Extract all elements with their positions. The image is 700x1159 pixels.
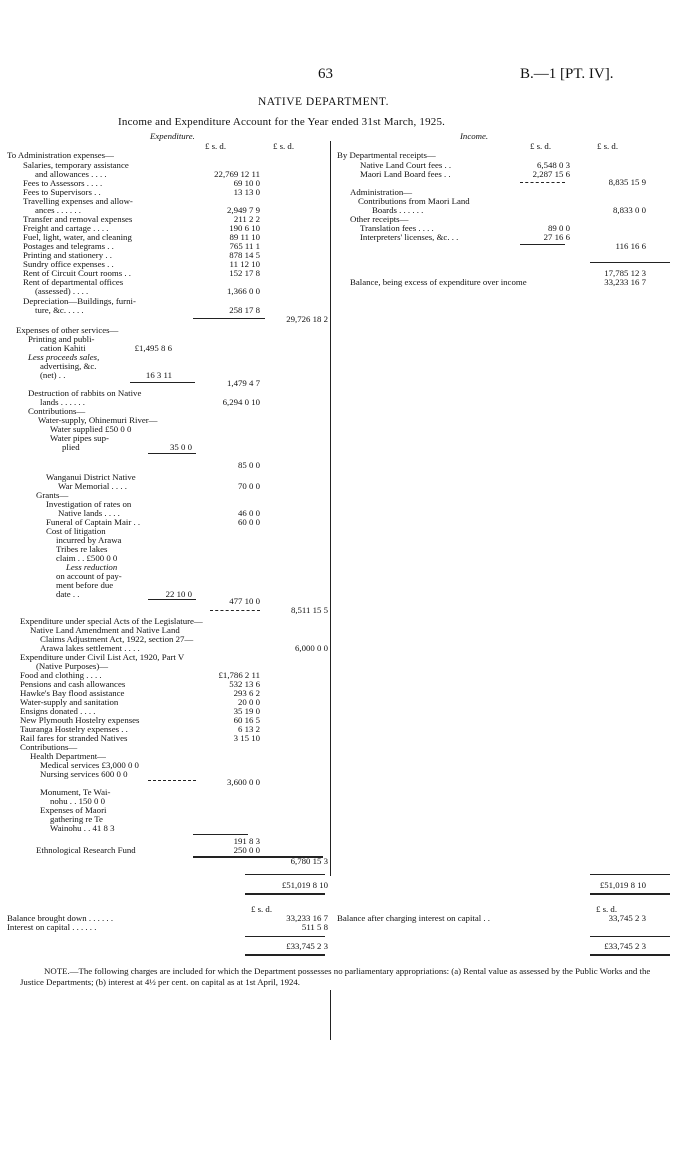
right-grand-total: £51,019 8 10: [599, 880, 646, 890]
expense-label: Freight and cartage . . . .: [23, 223, 109, 233]
expense-value: 60 16 5: [233, 715, 260, 725]
special-acts-total: 6,000 0 0: [295, 643, 328, 653]
expense-label: Less proceeds sales,: [28, 352, 100, 362]
subtotal-rule: [520, 182, 565, 183]
total-rule: [245, 954, 325, 956]
expense-label: plied: [62, 442, 80, 452]
expense-label: Expenses of Maori: [40, 805, 107, 815]
expense-label: Water-supply and sanitation: [20, 697, 119, 707]
expense-label: ances . . . . . .: [35, 205, 81, 215]
expense-label: on account of pay-: [56, 571, 122, 581]
expense-value: 16 3 11: [145, 370, 172, 380]
expense-label: Water pipes sup-: [50, 433, 109, 443]
expense-label: Rent of Circuit Court rooms . .: [23, 268, 131, 278]
left-final-total: £33,745 2 3: [286, 941, 328, 951]
expense-label: Pensions and cash allowances: [20, 679, 126, 689]
income-label: Native Land Court fees . .: [360, 160, 452, 170]
expense-value: 211 2 2: [233, 214, 260, 224]
expense-value: 765 11 1: [229, 241, 260, 251]
expense-value: 35 0 0: [170, 442, 192, 452]
subtotal-rule: [210, 610, 260, 611]
expense-value: 69 10 0: [233, 178, 260, 188]
expense-label: Less reduction: [66, 562, 118, 572]
expense-label: Cost of litigation: [46, 526, 106, 536]
income-label: Translation fees . . . .: [360, 223, 434, 233]
total-rule: [590, 954, 670, 956]
income-label: Administration—: [350, 187, 413, 197]
balance-after-interest-value: 33,745 2 3: [608, 913, 646, 923]
other-services-heading: Expenses of other services—: [16, 325, 119, 335]
expense-value: 152 17 8: [229, 268, 260, 278]
expense-value: 46 0 0: [238, 508, 260, 518]
expense-value: 2,949 7 9: [227, 205, 260, 215]
expense-value: 13 13 0: [233, 187, 260, 197]
lsd-header-3: £ s. d.: [530, 141, 552, 151]
expense-label: Expenditure under Civil List Act, 1920, Part V: [20, 652, 185, 662]
admin-total: 29,726 18 2: [286, 314, 328, 324]
expenditure-heading: Expenditure.: [150, 131, 195, 141]
expense-label: Sundry office expenses . .: [23, 259, 114, 269]
expense-label: (net) . .: [40, 370, 66, 380]
expense-value: 293 6 2: [233, 688, 260, 698]
lsd-header-4: £ s. d.: [597, 141, 619, 151]
expense-label: Nursing services 600 0 0: [40, 769, 128, 779]
other-services-total: 8,511 15 5: [290, 605, 328, 615]
balance-brought-down-label: Balance brought down . . . . . .: [7, 913, 114, 923]
expense-value: £1,495 8 6: [134, 343, 172, 353]
expense-label: Grants—: [36, 490, 69, 500]
expense-value: 190 6 10: [229, 223, 260, 233]
expense-value: 11 12 10: [229, 259, 260, 269]
expense-value: 70 0 0: [238, 481, 260, 491]
expense-label: incurred by Arawa: [56, 535, 122, 545]
expense-label: Medical services £3,000 0 0: [40, 760, 139, 770]
expense-label: Fees to Supervisors . .: [23, 187, 101, 197]
expense-label: Rent of departmental offices: [23, 277, 124, 287]
total-rule: [245, 893, 325, 895]
expense-label: Postages and telegrams . .: [23, 241, 114, 251]
income-value: 27 16 6: [543, 232, 570, 242]
expense-label: Water supplied £50 0 0: [50, 424, 132, 434]
expense-value: 89 11 10: [229, 232, 260, 242]
expense-value: 3,600 0 0: [227, 777, 260, 787]
expense-label: Arawa lakes settlement . . . .: [40, 643, 140, 653]
expense-label: Monument, Te Wai-: [40, 787, 111, 797]
column-divider-lower: [330, 990, 331, 1040]
income-label: Contributions from Maori Land: [358, 196, 470, 206]
expense-label: date . .: [56, 589, 80, 599]
subtotal-rule: [590, 262, 670, 263]
page-reference: B.—1 [PT. IV].: [520, 66, 614, 82]
expense-label: Hawke's Bay flood assistance: [20, 688, 125, 698]
income-heading-line: By Departmental receipts—: [337, 150, 436, 160]
expense-value: 22 10 0: [165, 589, 192, 599]
expense-value: 6,294 0 10: [222, 397, 260, 407]
expense-label: and allowances . . . .: [35, 169, 107, 179]
expense-label: Native Land Amendment and Native Land: [30, 625, 180, 635]
expense-label: Contributions—: [20, 742, 78, 752]
expense-value: 878 14 5: [229, 250, 260, 260]
subtotal-rule: [193, 318, 265, 319]
expense-label: Expenditure under special Acts of the Legislature—: [20, 616, 203, 626]
footnote: NOTE.—The following charges are included for which the Department possesses no parliamentary appropriations: (a) Rental value as assessed by the Public Works and the Justice Departments; (b) interest at 4½ per cent. on capital as at 1st April, 1924.: [20, 966, 651, 987]
expense-value: 60 0 0: [238, 517, 260, 527]
interest-capital-value: 511 5 8: [301, 922, 328, 932]
expense-value: 6 13 2: [238, 724, 260, 734]
lsd-header-1: £ s. d.: [205, 141, 227, 151]
income-sum: 17,785 12 3: [604, 268, 646, 278]
expense-label: cation Kahiti: [40, 343, 86, 353]
expense-value: 1,366 0 0: [227, 286, 260, 296]
expense-label: Travelling expenses and allow-: [23, 196, 133, 206]
income-balance-label: Balance, being excess of expenditure over income: [350, 277, 527, 287]
expense-label: Tribes re lakes: [56, 544, 108, 554]
expense-value: 3 15 10: [233, 733, 260, 743]
expense-label: Ensigns donated . . . .: [20, 706, 96, 716]
expense-label: gathering re Te: [50, 814, 103, 824]
income-value: 89 0 0: [548, 223, 570, 233]
expense-value: 477 10 0: [229, 596, 260, 606]
lsd-header-5: £ s. d.: [251, 904, 273, 914]
expense-label: Native lands . . . .: [58, 508, 120, 518]
expense-label: ment before due: [56, 580, 114, 590]
expense-label: War Memorial . . . .: [58, 481, 127, 491]
department-title: NATIVE DEPARTMENT.: [258, 96, 389, 108]
expense-label: nohu . . 150 0 0: [50, 796, 105, 806]
subtotal-rule: [148, 453, 196, 454]
income-heading: Income.: [460, 131, 489, 141]
subtotal-rule: [148, 780, 196, 781]
expense-label: Water-supply, Ohinemuri River—: [38, 415, 158, 425]
right-final-total: £33,745 2 3: [604, 941, 646, 951]
civil-list-total: 6,780 15 3: [290, 856, 328, 866]
expense-label: Funeral of Captain Mair . .: [46, 517, 141, 527]
expense-label: (assessed) . . . .: [35, 286, 89, 296]
subtotal-rule: [130, 382, 195, 383]
expense-label: advertising, &c.: [40, 361, 97, 371]
income-subtotal: 116 16 6: [615, 241, 646, 251]
expense-value: 258 17 8: [229, 305, 260, 315]
expense-label: Transfer and removal expenses: [23, 214, 133, 224]
total-rule: [590, 893, 670, 895]
total-rule: [245, 936, 325, 937]
expense-label: lands . . . . . .: [40, 397, 85, 407]
subtotal-rule: [193, 834, 248, 835]
expense-label: Claims Adjustment Act, 1922, section 27—: [40, 634, 194, 644]
expense-label: Printing and stationery . .: [23, 250, 112, 260]
expense-label: Destruction of rabbits on Native: [28, 388, 142, 398]
expense-label: Wainohu . . 41 8 3: [50, 823, 115, 833]
expense-label: Fees to Assessors . . . .: [23, 178, 103, 188]
expense-label: Rail fares for stranded Natives: [20, 733, 128, 743]
expense-value: 250 0 0: [233, 845, 260, 855]
total-rule: [590, 936, 670, 937]
income-subtotal: 8,833 0 0: [613, 205, 646, 215]
account-subtitle: Income and Expenditure Account for the Year ended 31st March, 1925.: [118, 116, 446, 128]
income-label: Other receipts—: [350, 214, 409, 224]
lsd-header-6: £ s. d.: [596, 904, 618, 914]
total-rule: [245, 874, 325, 875]
expense-value: 1,479 4 7: [227, 378, 260, 388]
expense-label: (Native Purposes)—: [36, 661, 109, 671]
income-balance-value: 33,233 16 7: [604, 277, 646, 287]
balance-after-interest-label: Balance after charging interest on capital . .: [337, 913, 490, 923]
expense-value: 85 0 0: [238, 460, 260, 470]
page-number: 63: [318, 66, 333, 82]
expense-value: 35 19 0: [233, 706, 260, 716]
expense-label: Printing and publi-: [28, 334, 95, 344]
expense-value: 22,769 12 11: [214, 169, 260, 179]
income-label: Boards . . . . . .: [372, 205, 424, 215]
total-rule: [590, 874, 670, 875]
income-value: 6,548 0 3: [537, 160, 570, 170]
lsd-header-2: £ s. d.: [273, 141, 295, 151]
expense-label: Depreciation—Buildings, furni-: [23, 296, 136, 306]
income-value: 2,287 15 6: [532, 169, 570, 179]
left-grand-total: £51,019 8 10: [281, 880, 328, 890]
subtotal-rule: [520, 244, 565, 245]
expense-label: claim . . £500 0 0: [56, 553, 118, 563]
expense-label: Contributions—: [28, 406, 86, 416]
expense-label: Wanganui District Native: [46, 472, 136, 482]
expense-label: Food and clothing . . . .: [20, 670, 102, 680]
income-subtotal: 8,835 15 9: [608, 177, 646, 187]
expense-label: Ethnological Research Fund: [36, 845, 136, 855]
column-divider: [330, 141, 331, 876]
expense-label: Tauranga Hostelry expenses . .: [20, 724, 128, 734]
expense-label: Investigation of rates on: [46, 499, 132, 509]
expense-label: Health Department—: [30, 751, 106, 761]
admin-heading: To Administration expenses—: [7, 150, 114, 160]
expense-label: Fuel, light, water, and cleaning: [23, 232, 132, 242]
expense-label: ture, &c. . . . .: [35, 305, 84, 315]
expense-value: £1,786 2 11: [218, 670, 260, 680]
expense-value: 20 0 0: [238, 697, 260, 707]
expense-label: New Plymouth Hostelry expenses: [20, 715, 140, 725]
subtotal-rule: [148, 599, 196, 600]
expense-label: Salaries, temporary assistance: [23, 160, 129, 170]
income-label: Maori Land Board fees . .: [360, 169, 451, 179]
expense-value: 191 8 3: [233, 836, 260, 846]
interest-capital-label: Interest on capital . . . . . .: [7, 922, 97, 932]
expense-value: 532 13 6: [229, 679, 260, 689]
balance-brought-down-value: 33,233 16 7: [286, 913, 328, 923]
income-label: Interpreters' licenses, &c. . .: [360, 232, 459, 242]
